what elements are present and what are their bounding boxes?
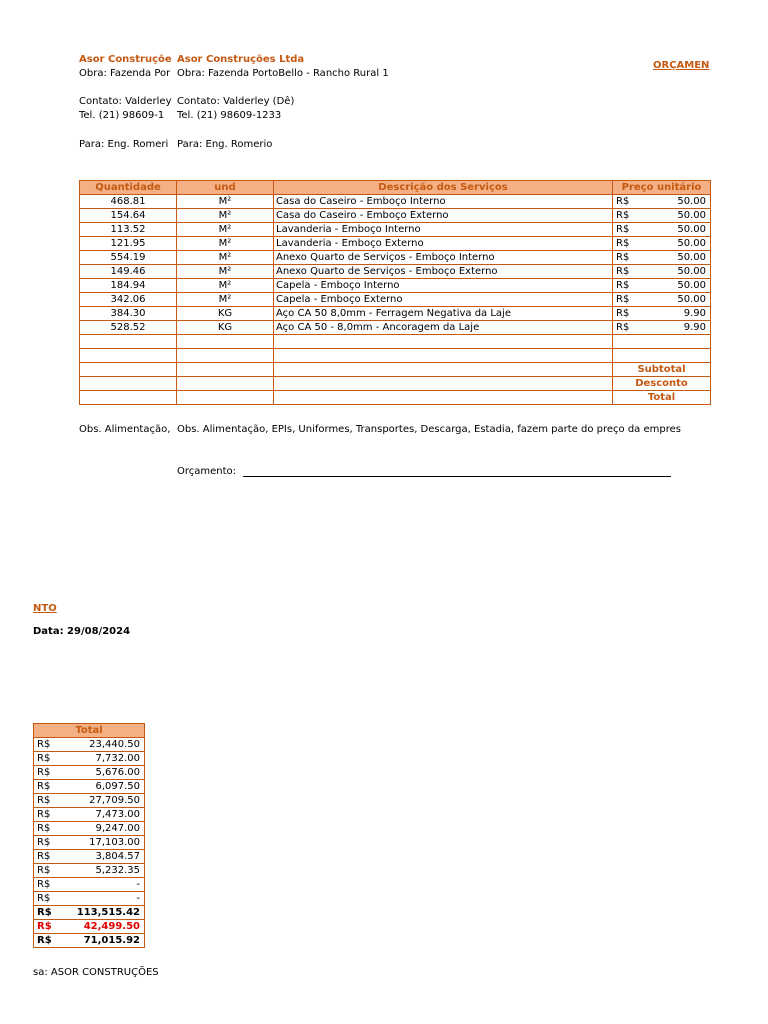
obs-tail: sa: ASOR CONSTRUÇÕES bbox=[33, 967, 159, 978]
table-row bbox=[80, 377, 711, 391]
cell-empty bbox=[80, 377, 177, 391]
cell-total bbox=[34, 808, 145, 822]
table-row bbox=[34, 780, 145, 794]
table-row bbox=[34, 752, 145, 766]
totals-table bbox=[33, 723, 145, 948]
total-value: - bbox=[136, 879, 140, 890]
cell-empty bbox=[274, 363, 613, 377]
total-value: 27,709.50 bbox=[89, 795, 140, 806]
cell-descricao: Lavanderia - Emboço Externo bbox=[274, 237, 613, 251]
summary-label: Subtotal bbox=[613, 363, 711, 377]
price-value: 50.00 bbox=[677, 210, 706, 221]
table-row bbox=[34, 822, 145, 836]
currency-symbol: R$ bbox=[37, 851, 51, 862]
cell-empty bbox=[80, 335, 177, 349]
total-value: 7,473.00 bbox=[95, 809, 140, 820]
currency-symbol: R$ bbox=[616, 294, 630, 305]
cell-empty bbox=[274, 349, 613, 363]
currency-symbol: R$ bbox=[616, 210, 630, 221]
obra-clipped: Obra: Fazenda Por bbox=[79, 68, 171, 79]
cell-total bbox=[34, 836, 145, 850]
tel-text: Tel. (21) 98609-1233 bbox=[177, 110, 282, 121]
table-row bbox=[34, 934, 145, 948]
currency-symbol: R$ bbox=[37, 767, 51, 778]
table-row bbox=[34, 836, 145, 850]
document-title: ORÇAMEN bbox=[653, 60, 710, 71]
cell-total bbox=[34, 752, 145, 766]
table-row bbox=[34, 878, 145, 892]
cell-total bbox=[34, 780, 145, 794]
total-value: 42,499.50 bbox=[83, 921, 140, 932]
header-und: und bbox=[177, 181, 274, 195]
cell-total-empty bbox=[34, 878, 145, 892]
table-row bbox=[80, 335, 711, 349]
cell-preco-unitario bbox=[613, 307, 711, 321]
cell-preco-unitario bbox=[613, 251, 711, 265]
currency-symbol: R$ bbox=[616, 238, 630, 249]
currency-symbol: R$ bbox=[616, 224, 630, 235]
currency-symbol: R$ bbox=[37, 935, 52, 946]
cell-empty bbox=[80, 349, 177, 363]
currency-symbol: R$ bbox=[37, 823, 51, 834]
cell-descricao: Lavanderia - Emboço Interno bbox=[274, 223, 613, 237]
currency-symbol: R$ bbox=[616, 196, 630, 207]
cell-empty bbox=[177, 363, 274, 377]
table-row bbox=[80, 265, 711, 279]
cell-quantidade: 342.06 bbox=[80, 293, 177, 307]
total-value: 9,247.00 bbox=[95, 823, 140, 834]
table-row bbox=[80, 251, 711, 265]
table-row bbox=[80, 363, 711, 377]
price-value: 9.90 bbox=[683, 322, 706, 333]
cell-empty bbox=[613, 335, 711, 349]
table-row bbox=[34, 808, 145, 822]
table-row bbox=[80, 307, 711, 321]
currency-symbol: R$ bbox=[37, 907, 52, 918]
cell-und: M² bbox=[177, 195, 274, 209]
cell-quantidade: 554.19 bbox=[80, 251, 177, 265]
company-name-clipped: Asor Construçõe bbox=[79, 54, 172, 65]
currency-symbol: R$ bbox=[37, 795, 51, 806]
price-value: 50.00 bbox=[677, 224, 706, 235]
obs-text: Obs. Alimentação, EPIs, Uniformes, Transportes, Descarga, Estadia, fazem parte do preço da empres bbox=[177, 424, 681, 435]
cell-empty bbox=[80, 391, 177, 405]
currency-symbol: R$ bbox=[37, 879, 51, 890]
table-row bbox=[80, 279, 711, 293]
total-value: - bbox=[136, 893, 140, 904]
grand-total-value bbox=[34, 934, 145, 948]
table-row bbox=[34, 766, 145, 780]
cell-total bbox=[34, 864, 145, 878]
cell-empty bbox=[177, 377, 274, 391]
orcamento-signature-line bbox=[243, 476, 671, 477]
cell-total bbox=[34, 850, 145, 864]
cell-empty bbox=[274, 377, 613, 391]
cell-total-empty bbox=[34, 892, 145, 906]
total-value: 113,515.42 bbox=[76, 907, 140, 918]
cell-preco-unitario bbox=[613, 293, 711, 307]
price-value: 50.00 bbox=[677, 280, 706, 291]
cell-preco-unitario bbox=[613, 223, 711, 237]
table-row bbox=[34, 864, 145, 878]
cell-quantidade: 384.30 bbox=[80, 307, 177, 321]
cell-descricao: Aço CA 50 8,0mm - Ferragem Negativa da Laje bbox=[274, 307, 613, 321]
cell-empty bbox=[613, 349, 711, 363]
header-total: Total bbox=[34, 724, 145, 738]
obra-text: Obra: Fazenda PortoBello - Rancho Rural 1 bbox=[177, 68, 389, 79]
desconto-value bbox=[34, 920, 145, 934]
cell-empty bbox=[274, 391, 613, 405]
price-value: 9.90 bbox=[683, 308, 706, 319]
cell-total bbox=[34, 766, 145, 780]
cell-quantidade: 528.52 bbox=[80, 321, 177, 335]
para-text: Para: Eng. Romerio bbox=[177, 139, 273, 150]
total-value: 3,804.57 bbox=[95, 851, 140, 862]
header-quantidade: Quantidade bbox=[80, 181, 177, 195]
cell-preco-unitario bbox=[613, 237, 711, 251]
table-row bbox=[80, 293, 711, 307]
orcamento-label: Orçamento: bbox=[177, 466, 237, 477]
table-row bbox=[80, 321, 711, 335]
table-row bbox=[80, 195, 711, 209]
total-value: 71,015.92 bbox=[83, 935, 140, 946]
table-row bbox=[34, 794, 145, 808]
table-row bbox=[34, 850, 145, 864]
cell-quantidade: 184.94 bbox=[80, 279, 177, 293]
currency-symbol: R$ bbox=[37, 739, 51, 750]
cell-descricao: Casa do Caseiro - Emboço Interno bbox=[274, 195, 613, 209]
currency-symbol: R$ bbox=[616, 252, 630, 263]
cell-preco-unitario bbox=[613, 321, 711, 335]
total-value: 5,232.35 bbox=[95, 865, 140, 876]
cell-descricao: Anexo Quarto de Serviços - Emboço Externo bbox=[274, 265, 613, 279]
price-value: 50.00 bbox=[677, 252, 706, 263]
cell-empty bbox=[177, 391, 274, 405]
currency-symbol: R$ bbox=[616, 280, 630, 291]
total-value: 6,097.50 bbox=[95, 781, 140, 792]
table-row bbox=[34, 920, 145, 934]
document-date: Data: 29/08/2024 bbox=[33, 626, 131, 637]
cell-und: KG bbox=[177, 307, 274, 321]
cell-quantidade: 121.95 bbox=[80, 237, 177, 251]
cell-total bbox=[34, 738, 145, 752]
table-row bbox=[80, 349, 711, 363]
cell-descricao: Capela - Emboço Externo bbox=[274, 293, 613, 307]
total-value: 23,440.50 bbox=[89, 739, 140, 750]
cell-und: M² bbox=[177, 265, 274, 279]
cell-preco-unitario bbox=[613, 195, 711, 209]
cell-und: M² bbox=[177, 223, 274, 237]
cell-total bbox=[34, 822, 145, 836]
subtotal-value bbox=[34, 906, 145, 920]
cell-empty bbox=[274, 335, 613, 349]
header-preco-unitario: Preço unitário bbox=[613, 181, 711, 195]
currency-symbol: R$ bbox=[616, 322, 630, 333]
cell-quantidade: 149.46 bbox=[80, 265, 177, 279]
cell-und: M² bbox=[177, 251, 274, 265]
cell-empty bbox=[177, 349, 274, 363]
currency-symbol: R$ bbox=[37, 893, 51, 904]
cell-quantidade: 154.64 bbox=[80, 209, 177, 223]
cell-descricao: Casa do Caseiro - Emboço Externo bbox=[274, 209, 613, 223]
price-value: 50.00 bbox=[677, 196, 706, 207]
cell-empty bbox=[80, 363, 177, 377]
total-value: 17,103.00 bbox=[89, 837, 140, 848]
table-row bbox=[80, 209, 711, 223]
cell-empty bbox=[177, 335, 274, 349]
tel-clipped: Tel. (21) 98609-1 bbox=[79, 110, 165, 121]
cell-descricao: Aço CA 50 - 8,0mm - Ancoragem da Laje bbox=[274, 321, 613, 335]
header-descricao: Descrição dos Serviços bbox=[274, 181, 613, 195]
document-title-tail: NTO bbox=[33, 603, 57, 614]
currency-symbol: R$ bbox=[616, 308, 630, 319]
total-value: 5,676.00 bbox=[95, 767, 140, 778]
currency-symbol: R$ bbox=[616, 266, 630, 277]
table-row bbox=[80, 237, 711, 251]
table-row bbox=[80, 223, 711, 237]
currency-symbol: R$ bbox=[37, 753, 51, 764]
total-value: 7,732.00 bbox=[95, 753, 140, 764]
obs-clipped: Obs. Alimentação, bbox=[79, 424, 171, 435]
price-value: 50.00 bbox=[677, 294, 706, 305]
table-row bbox=[34, 892, 145, 906]
cell-und: M² bbox=[177, 279, 274, 293]
para-clipped: Para: Eng. Romeri bbox=[79, 139, 169, 150]
currency-symbol: R$ bbox=[37, 837, 51, 848]
currency-symbol: R$ bbox=[37, 865, 51, 876]
cell-descricao: Anexo Quarto de Serviços - Emboço Interno bbox=[274, 251, 613, 265]
cell-quantidade: 113.52 bbox=[80, 223, 177, 237]
summary-label: Desconto bbox=[613, 377, 711, 391]
cell-descricao: Capela - Emboço Interno bbox=[274, 279, 613, 293]
contato-text: Contato: Valderley (Dê) bbox=[177, 96, 295, 107]
cell-preco-unitario bbox=[613, 279, 711, 293]
cell-preco-unitario bbox=[613, 209, 711, 223]
price-value: 50.00 bbox=[677, 238, 706, 249]
price-value: 50.00 bbox=[677, 266, 706, 277]
company-name: Asor Construções Ltda bbox=[177, 54, 305, 65]
currency-symbol: R$ bbox=[37, 921, 52, 932]
cell-total bbox=[34, 794, 145, 808]
table-row bbox=[34, 738, 145, 752]
currency-symbol: R$ bbox=[37, 781, 51, 792]
cell-und: M² bbox=[177, 237, 274, 251]
summary-label: Total bbox=[613, 391, 711, 405]
cell-und: M² bbox=[177, 293, 274, 307]
table-row bbox=[80, 391, 711, 405]
cell-und: KG bbox=[177, 321, 274, 335]
table-row bbox=[34, 906, 145, 920]
cell-quantidade: 468.81 bbox=[80, 195, 177, 209]
cell-und: M² bbox=[177, 209, 274, 223]
cell-preco-unitario bbox=[613, 265, 711, 279]
contato-clipped: Contato: Valderley bbox=[79, 96, 172, 107]
services-table bbox=[79, 180, 711, 405]
currency-symbol: R$ bbox=[37, 809, 51, 820]
